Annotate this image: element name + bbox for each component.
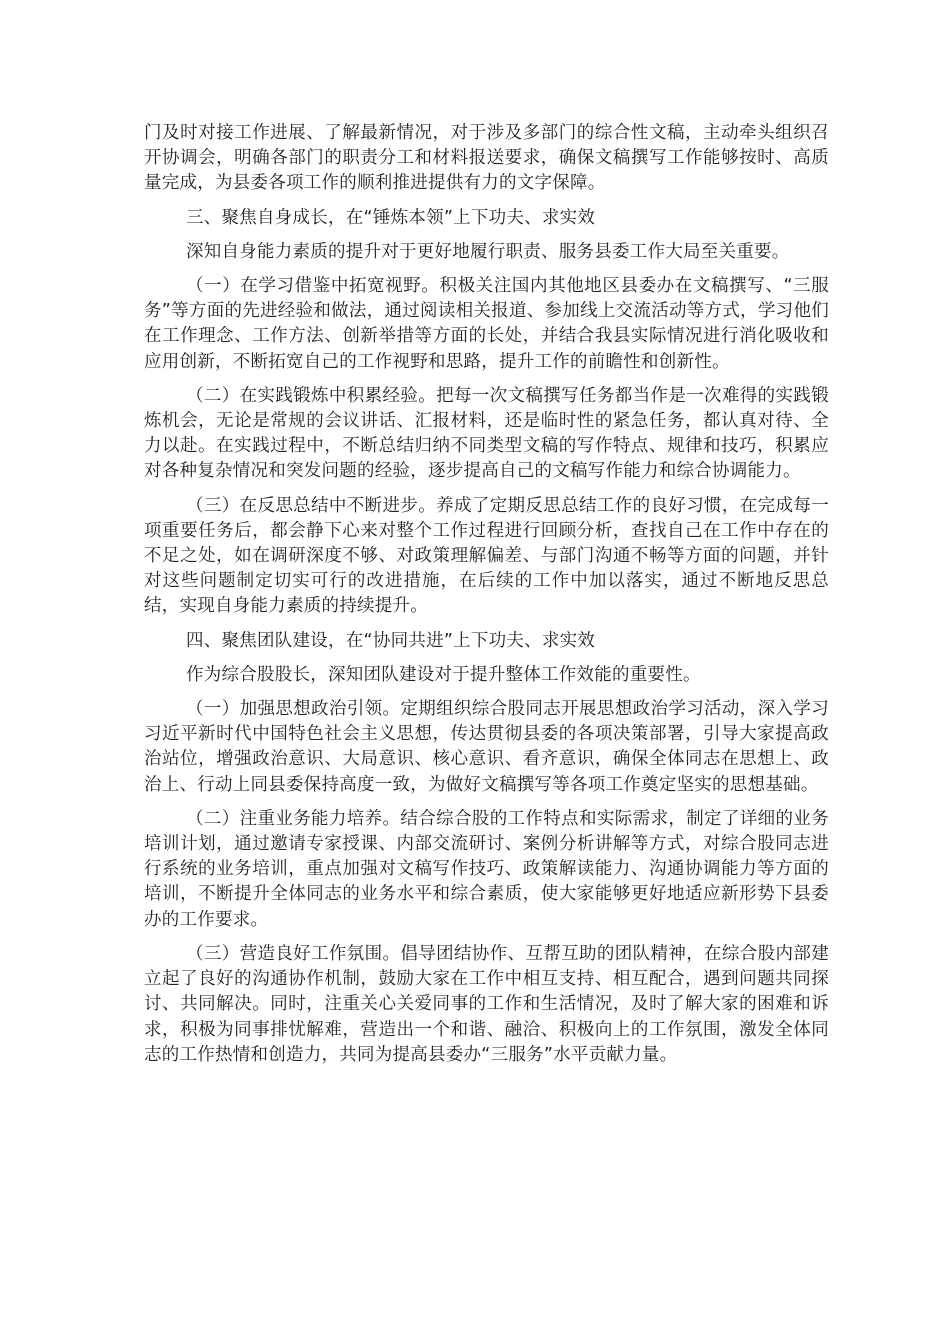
paragraph-3-3: （三）在反思总结中不断进步。养成了定期反思总结工作的良好习惯，在完成每一项重要任务后，都会静下心来对整个工作过程进行回顾分析，查找自己在工作中存在的不足之处，如在调研深度不够、对政策理解偏差、与部门沟通不畅等方面的问题，并针对这些问题制定切实可行的改进措施，在后续的工作中加以落实，通过不断地反思总结，实现自身能力素质的持续提升。 [144, 495, 829, 617]
paragraph-3-1: （一）在学习借鉴中拓宽视野。积极关注国内其他地区县委办在文稿撰写、“三服务”等方面的先进经验和做法，通过阅读相关报道、参加线上交流活动等方式，学习他们在工作理念、工作方法、创新举措等方面的长处，并结合我县实际情况进行消化吸收和应用创新，不断拓宽自己的工作视野和思路，提升工作的前瞻性和创新性。 [144, 276, 829, 372]
section-heading-three: 三、聚焦自身成长，在“锤炼本领”上下功夫、求实效 [186, 207, 596, 228]
paragraph-continuation: 门及时对接工作进展、了解最新情况，对于涉及多部门的综合性文稿，主动牵头组织召开协调会，明确各部门的职责分工和材料报送要求，确保文稿撰写工作能够按时、高质量完成，为县委各项工作的顺利推进提供有力的文字保障。 [144, 123, 829, 194]
paragraph-3-2: （二）在实践锻炼中积累经验。把每一次文稿撰写任务都当作是一次难得的实践锻炼机会，无论是常规的会议讲话、汇报材料，还是临时性的紧急任务，都认真对待、全力以赴。在实践过程中，不断总结归纳不同类型文稿的写作特点、规律和技巧，积累应对各种复杂情况和突发问题的经验，逐步提高自己的文稿写作能力和综合协调能力。 [144, 385, 829, 482]
paragraph-intro-four: 作为综合股股长，深知团队建设对于提升整体工作效能的重要性。 [186, 664, 701, 685]
paragraph-4-2: （二）注重业务能力培养。结合综合股的工作特点和实际需求，制定了详细的业务培训计划，通过邀请专家授课、内部交流研讨、案例分析讲解等方式，对综合股同志进行系统的业务培训，重点加强对文稿写作技巧、政策解读能力、沟通协调能力等方面的培训，不断提升全体同志的业务水平和综合素质，使大家能够更好地适应新形势下县委办的工作要求。 [144, 808, 829, 930]
document-body [144, 121, 829, 1077]
section-heading-four: 四、聚焦团队建设，在“协同共进”上下功夫、求实效 [186, 630, 596, 651]
paragraph-4-3: （三）营造良好工作氛围。倡导团结协作、互帮互助的团队精神，在综合股内部建立起了良好的沟通协作机制，鼓励大家在工作中相互支持、相互配合，遇到问题共同探讨、共同解决。同时，注重关心关爱同事的工作和生活情况，及时了解大家的困难和诉求，积极为同事排忧解难，营造出一个和谐、融洽、积极向上的工作氛围，激发全体同志的工作热情和创造力，共同为提高县委办“三服务”水平贡献力量。 [144, 943, 829, 1065]
paragraph-4-1: （一）加强思想政治引领。定期组织综合股同志开展思想政治学习活动，深入学习习近平新时代中国特色社会主义思想，传达贯彻县委的各项决策部署，引导大家提高政治站位，增强政治意识、大局意识、核心意识、看齐意识，确保全体同志在思想上、政治上、行动上同县委保持高度一致，为做好文稿撰写等各项工作奠定坚实的思想基础。 [144, 699, 829, 795]
paragraph-intro-three: 深知自身能力素质的提升对于更好地履行职责、服务县委工作大局至关重要。 [186, 241, 790, 262]
